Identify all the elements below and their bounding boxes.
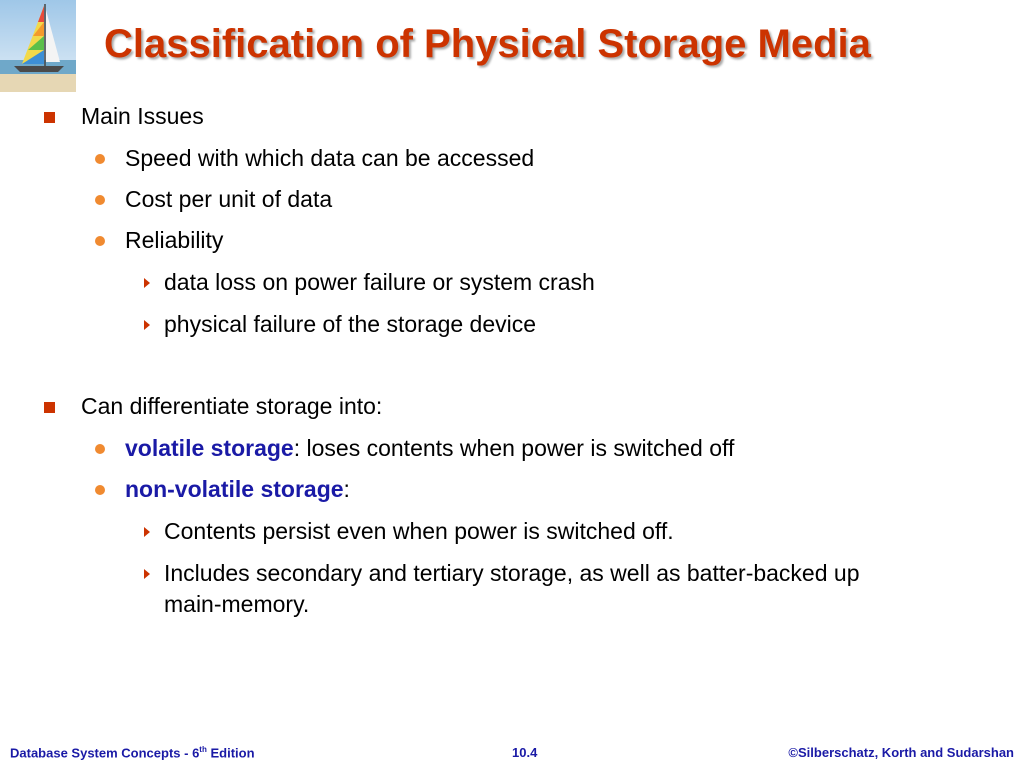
list-item: Includes secondary and tertiary storage, as well as batter-backed up bbox=[164, 560, 860, 586]
list-item: Cost per unit of data bbox=[125, 186, 333, 212]
triangle-bullet-icon bbox=[144, 527, 150, 537]
non-volatile-storage-description: : bbox=[343, 476, 350, 502]
list-item: Reliability bbox=[125, 227, 224, 253]
footer-book-superscript: th bbox=[199, 745, 207, 754]
square-bullet-icon bbox=[44, 112, 55, 123]
footer-page-number: 10.4 bbox=[512, 745, 538, 760]
footer-book-suffix: Edition bbox=[206, 745, 255, 761]
round-bullet-icon bbox=[95, 154, 105, 164]
list-item: data loss on power failure or system crash bbox=[164, 269, 595, 295]
triangle-bullet-icon bbox=[144, 320, 150, 330]
list-item bbox=[125, 433, 734, 463]
list-item: Contents persist even when power is switched off. bbox=[164, 518, 674, 544]
non-volatile-storage-term: non-volatile storage bbox=[125, 476, 344, 502]
list-item: physical failure of the storage device bbox=[164, 311, 537, 337]
volatile-storage-description: : loses contents when power is switched off bbox=[293, 435, 735, 461]
triangle-bullet-icon bbox=[144, 569, 150, 579]
footer-book-title bbox=[10, 745, 255, 760]
round-bullet-icon bbox=[95, 236, 105, 246]
square-bullet-icon bbox=[44, 402, 55, 413]
footer-book-prefix: Database System Concepts - 6 bbox=[10, 745, 200, 761]
round-bullet-icon bbox=[95, 444, 105, 454]
triangle-bullet-icon bbox=[144, 278, 150, 288]
round-bullet-icon bbox=[95, 485, 105, 495]
round-bullet-icon bbox=[95, 195, 105, 205]
list-item: Speed with which data can be accessed bbox=[125, 145, 535, 171]
slide-title: Classification of Physical Storage Media bbox=[104, 22, 871, 66]
footer-copyright: ©Silberschatz, Korth and Sudarshan bbox=[788, 745, 1014, 760]
list-item-continuation: main-memory. bbox=[164, 591, 310, 617]
list-item bbox=[125, 474, 350, 504]
volatile-storage-term: volatile storage bbox=[125, 435, 294, 461]
main-issues-heading: Main Issues bbox=[81, 103, 204, 129]
differentiate-heading: Can differentiate storage into: bbox=[81, 393, 383, 419]
